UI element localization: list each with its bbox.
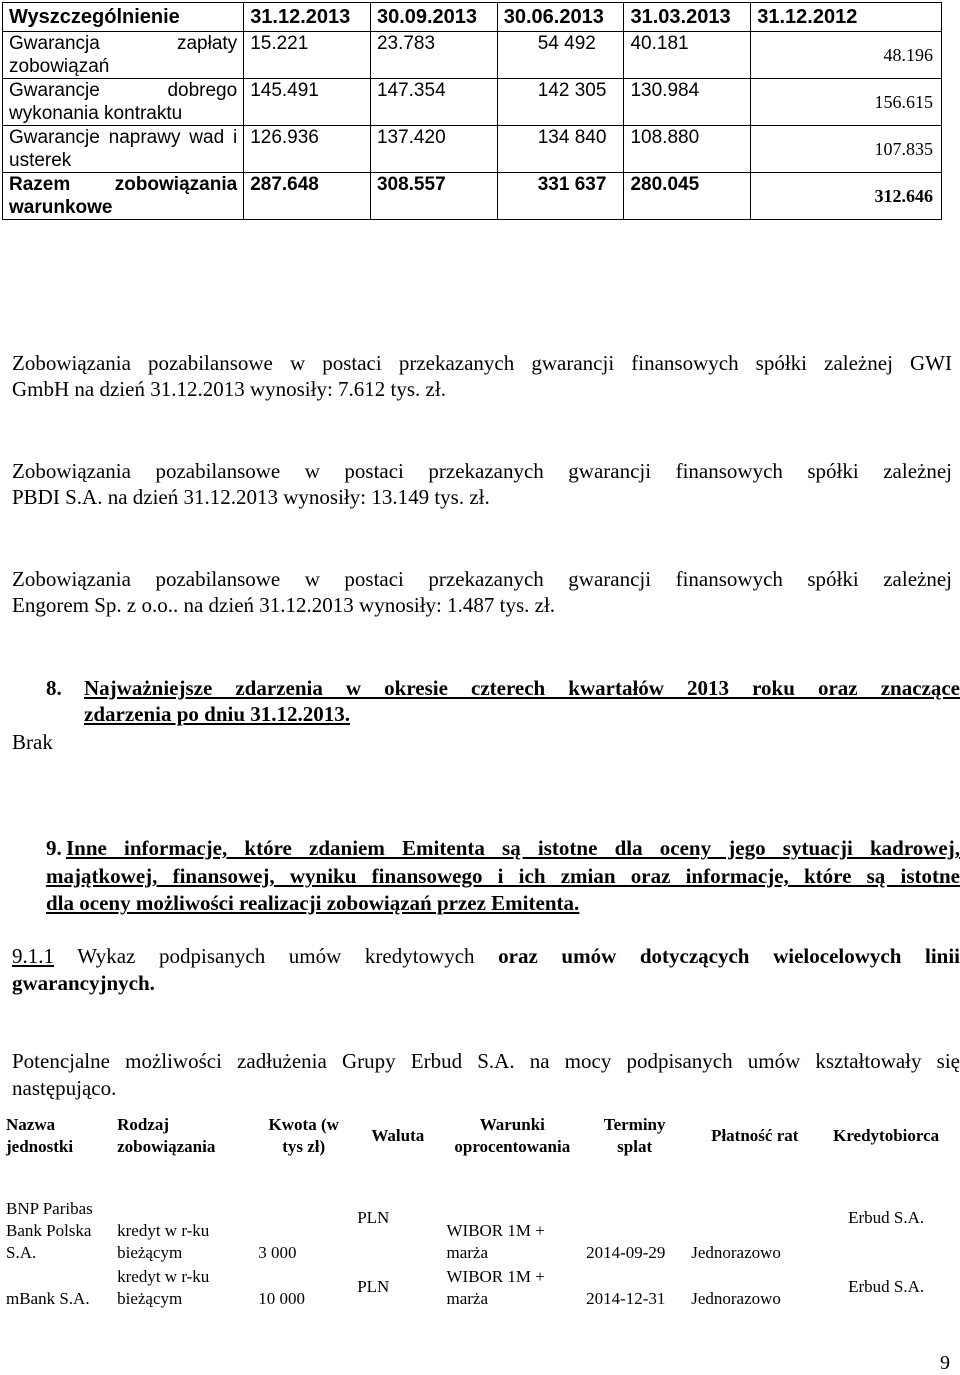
header-cell: 30.09.2013 (370, 3, 497, 32)
paragraph-pbdi (12, 458, 952, 510)
table-cell: Jednorazowo (691, 1243, 781, 1262)
header-cell: Terminy splat (603, 1115, 666, 1156)
section-9-title-line3: dla oceny możliwości realizacji zobowiązań przez Emitenta. (46, 891, 580, 915)
paragraph-line: GmbH na dzień 31.12.2013 wynosiły: 7.612 tys. zł. (12, 377, 446, 401)
header-cell: Wyszczególnienie (3, 3, 244, 32)
paragraph-line: Engorem Sp. z o.o.. na dzień 31.12.2013 wynosiły: 1.487 tys. zł. (12, 593, 556, 617)
row-label: Gwarancje dobrego wykonania kontraktu (3, 79, 244, 126)
section-9-title-line2: majątkowej, finansowej, wyniku finansowego i ich zmian oraz informacje, które są istotne (46, 864, 960, 888)
table-cell: 147.354 (370, 79, 497, 126)
section-9-title-line1: Inne informacje, które zdaniem Emitenta są istotne dla oceny jego sytuacji kadrowej, (66, 836, 960, 860)
table-cell: 23.783 (370, 32, 497, 79)
table-cell: 280.045 (624, 173, 751, 220)
table-row-total (3, 173, 942, 220)
table-cell: 54 492 (497, 32, 624, 79)
header-cell: 31.03.2013 (624, 3, 751, 32)
table-cell: 287.648 (244, 173, 371, 220)
row-label: Gwarancje naprawy wad i usterek (3, 126, 244, 173)
section-8-title-line2: zdarzenia po dniu 31.12.2013. (84, 702, 351, 726)
table-cell: 2014-12-31 (586, 1289, 666, 1308)
paragraph-line: Zobowiązania pozabilansowe w postaci przekazanych gwarancji finansowych spółki zależnej (12, 567, 952, 591)
table-cell: 10 000 (258, 1289, 305, 1308)
table-cell: 331 637 (497, 173, 624, 220)
table-cell: 142 305 (497, 79, 624, 126)
table-cell: kredyt w r-ku bieżącym (117, 1221, 210, 1262)
table-cell: 156.615 (751, 79, 942, 126)
guarantees-summary-table (2, 2, 942, 220)
section-8-number: 8. (46, 676, 62, 700)
table-cell: 15.221 (244, 32, 371, 79)
table-cell: 40.181 (624, 32, 751, 79)
page-number: 9 (940, 1352, 950, 1374)
potential-line1: Potencjalne możliwości zadłużenia Grupy Erbud S.A. na mocy podpisanych umów kształtowały się (12, 1049, 960, 1073)
table-cell: 108.880 (624, 126, 751, 173)
header-cell: 31.12.2012 (751, 3, 942, 32)
table-cell: WIBOR 1M + marża (446, 1221, 545, 1262)
header-cell: Waluta (371, 1126, 425, 1145)
header-cell: Rodzaj zobowiązania (117, 1115, 216, 1156)
table-cell: 145.491 (244, 79, 371, 126)
section-911-normal-text: Wykaz podpisanych umów kredytowych (77, 944, 475, 968)
table-cell: Erbud S.A. (848, 1277, 925, 1296)
table-row (3, 126, 942, 173)
table-cell: 2014-09-29 (586, 1243, 666, 1262)
table-row (2, 1172, 950, 1264)
row-label: Razem zobowiązania warunkowe (3, 173, 244, 220)
table-cell: Erbud S.A. (848, 1208, 925, 1227)
table-cell: 126.936 (244, 126, 371, 173)
paragraph-line: PBDI S.A. na dzień 31.12.2013 wynosiły: 13.149 tys. zł. (12, 485, 490, 509)
paragraph-line: Zobowiązania pozabilansowe w postaci przekazanych gwarancji finansowych spółki zależnej (12, 459, 952, 483)
table-row (3, 32, 942, 79)
table-cell: 3 000 (258, 1243, 297, 1262)
table-cell: PLN (357, 1208, 390, 1227)
credit-agreements-table (2, 1100, 950, 1310)
table-row (2, 1264, 950, 1310)
section-9-number: 9. (46, 836, 62, 860)
table-cell: 308.557 (370, 173, 497, 220)
table-cell: 312.646 (751, 173, 942, 220)
section-911-bold-text: oraz umów dotyczących wielocelowych linii (498, 944, 960, 968)
header-cell: 31.12.2013 (244, 3, 371, 32)
header-cell: 30.06.2013 (497, 3, 624, 32)
paragraph-gwi (12, 350, 952, 402)
table-cell: Jednorazowo (691, 1289, 781, 1308)
paragraph-line: Zobowiązania pozabilansowe w postaci przekazanych gwarancji finansowych spółki zależnej GWI (12, 351, 952, 375)
section-911-line2: gwarancyjnych. (12, 971, 155, 995)
table-cell: BNP Paribas Bank Polska S.A. (6, 1199, 93, 1262)
section-8-title-line1: Najważniejsze zdarzenia w okresie czterech kwartałów 2013 roku oraz znaczące (84, 676, 960, 700)
section-8-body: Brak (12, 730, 53, 754)
table-header-row (3, 3, 942, 32)
header-cell: Nazwa jednostki (6, 1115, 74, 1156)
table-cell: 134 840 (497, 126, 624, 173)
header-cell: Płatność rat (711, 1126, 799, 1145)
potential-line2: następująco. (12, 1076, 117, 1100)
table-cell: 48.196 (751, 32, 942, 79)
table-cell: PLN (357, 1277, 390, 1296)
section-911-number: 9.1.1 (12, 944, 54, 968)
row-label: Gwarancja zapłaty zobowiązań (3, 32, 244, 79)
paragraph-engorem (12, 566, 952, 618)
header-cell: Warunki oprocentowania (454, 1115, 571, 1156)
table-cell: 107.835 (751, 126, 942, 173)
header-cell: Kredytobiorca (833, 1126, 940, 1145)
table-cell: 137.420 (370, 126, 497, 173)
credit-table-header-row (2, 1100, 950, 1172)
table-cell: WIBOR 1M + marża (446, 1267, 545, 1308)
table-cell: kredyt w r-ku bieżącym (117, 1267, 210, 1308)
table-cell: 130.984 (624, 79, 751, 126)
table-row (3, 79, 942, 126)
table-cell: mBank S.A. (6, 1289, 90, 1308)
header-cell: Kwota (w tys zł) (268, 1115, 339, 1156)
section-911-line1 (12, 943, 960, 970)
